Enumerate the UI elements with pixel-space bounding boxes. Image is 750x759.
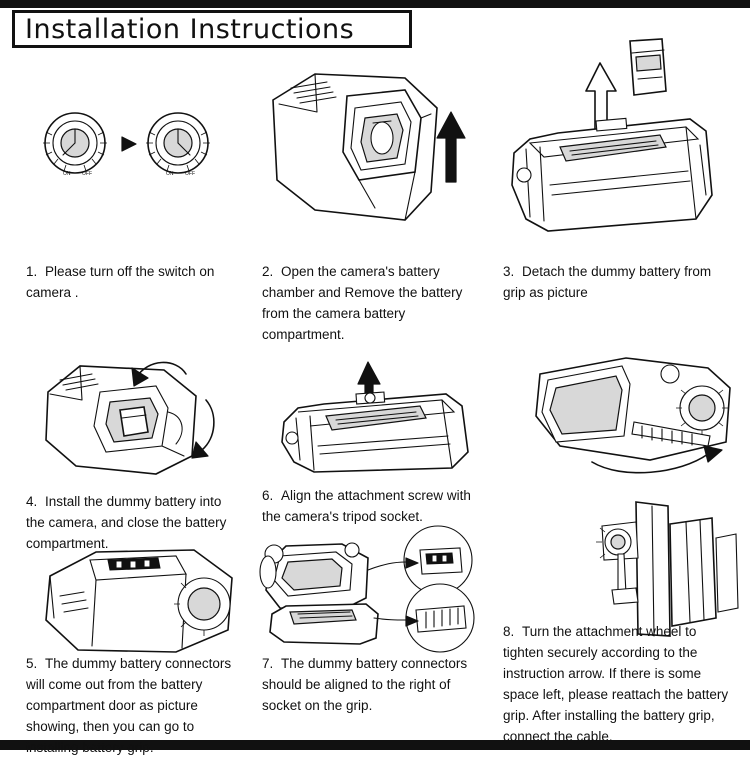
switch-dial-off — [146, 113, 210, 177]
figure-step-5 — [36, 540, 251, 660]
caption-step-7 — [262, 654, 482, 717]
step-3-text: Detach the dummy battery from grip as picture — [503, 264, 712, 300]
switch-on-label: ON — [63, 171, 71, 177]
step-6-number: 6. — [262, 488, 274, 503]
arrow-up-icon — [437, 112, 465, 182]
svg-text:OFF: OFF — [185, 171, 195, 177]
step-1-number: 1. — [26, 264, 38, 279]
figure-step-3 — [500, 35, 730, 240]
svg-text:ON: ON — [166, 171, 174, 177]
top-border-bar — [0, 0, 750, 8]
step-1-text: Please turn off the switch on camera . — [26, 264, 215, 300]
arrow-down-icon — [192, 442, 208, 458]
figure-step-6 — [270, 360, 485, 475]
caption-step-8 — [503, 622, 733, 748]
switch-dial-on — [43, 113, 107, 177]
figure-step-1 — [30, 95, 230, 195]
step-8-number: 8. — [503, 624, 515, 639]
step-4-number: 4. — [26, 494, 38, 509]
step-8-text: Turn the attachment wheel to tighten securely according to the instruction arrow. If there is some space left, please reattach the battery grip. After installing the battery grip, connect the cable. — [503, 624, 729, 744]
step-4-text: Install the dummy battery into the camera, and close the battery compartment. — [26, 494, 227, 551]
caption-step-5 — [26, 654, 241, 759]
figure-step-8-top — [530, 350, 740, 480]
step-7-number: 7. — [262, 656, 274, 671]
figure-step-2 — [255, 60, 475, 240]
step-7-text: The dummy battery connectors should be aligned to the right of socket on the grip. — [262, 656, 468, 713]
dummy-battery — [630, 39, 666, 95]
caption-step-3 — [503, 262, 728, 304]
switch-off-label: OFF — [82, 171, 92, 177]
step-5-number: 5. — [26, 656, 38, 671]
caption-step-6 — [262, 486, 482, 528]
arrow-right-icon — [122, 137, 136, 151]
step-3-number: 3. — [503, 264, 515, 279]
step-6-text: Align the attachment screw with the camera's tripod socket. — [262, 488, 471, 524]
figure-step-4 — [36, 352, 251, 482]
caption-step-2 — [262, 262, 467, 346]
page-title: Installation Instructions — [25, 13, 355, 45]
arrow-curved-icon — [704, 446, 722, 462]
caption-step-1 — [26, 262, 241, 304]
step-2-text: Open the camera's battery chamber and Remove the battery from the camera battery compartment. — [262, 264, 463, 342]
step-5-text: The dummy battery connectors will come out from the battery compartment door as picture showing, then you can go to installing battery grip. — [26, 656, 232, 755]
step-2-number: 2. — [262, 264, 274, 279]
figure-step-7 — [256, 528, 486, 648]
page-title-box — [12, 10, 412, 48]
